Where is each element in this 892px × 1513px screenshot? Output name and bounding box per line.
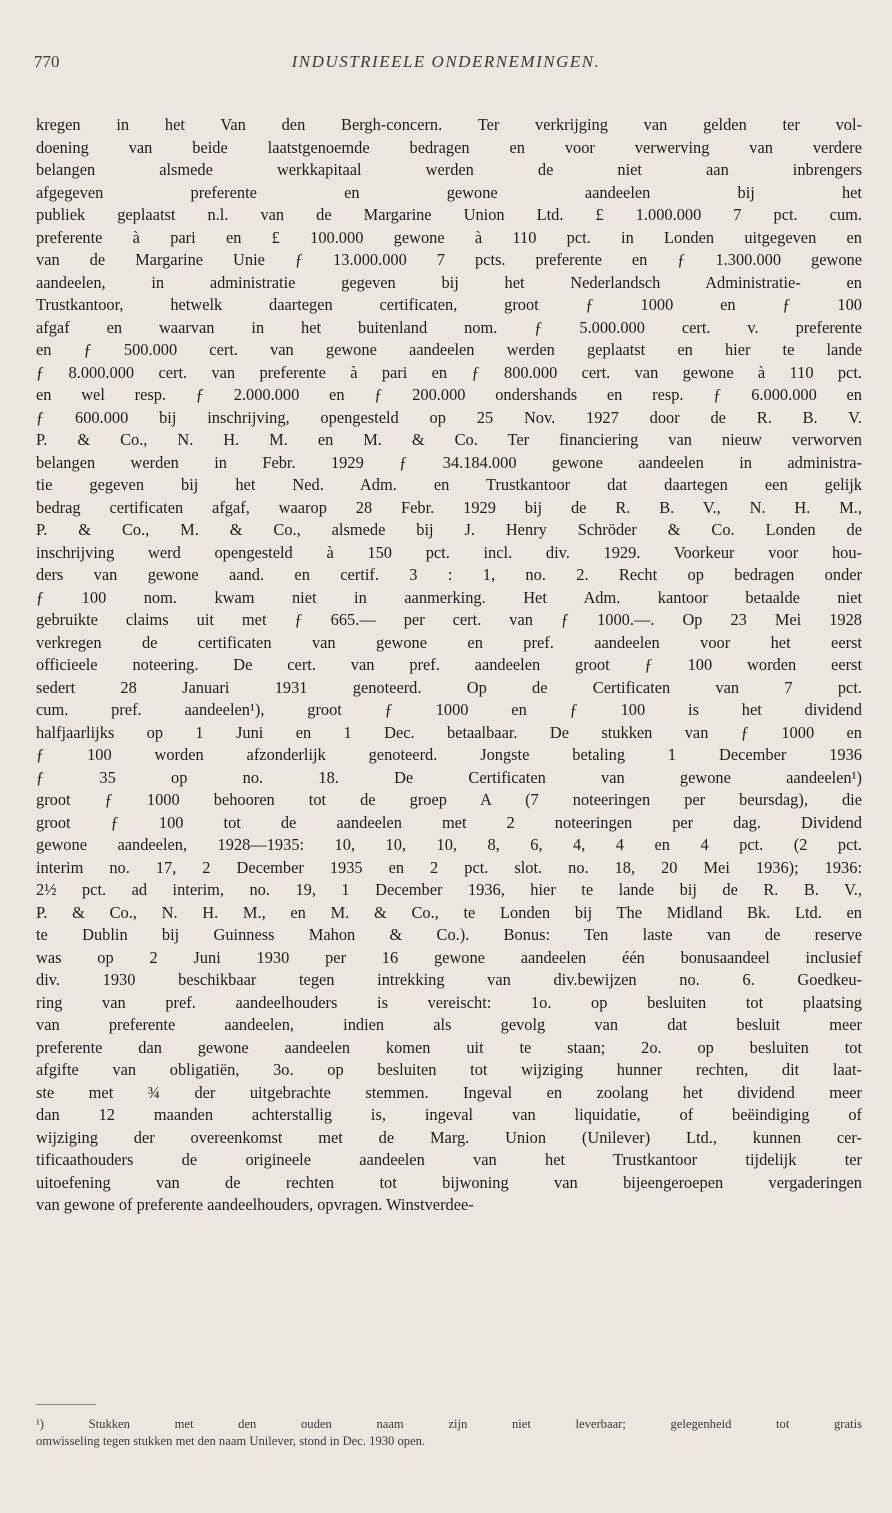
- text-line: preferente à pari en £ 100.000 gewone à 110 pct. in Londen uitgegeven en: [36, 227, 862, 247]
- text-line: tificaathouders de origineele aandeelen van het Trustkantoor tijdelijk ter: [36, 1150, 862, 1169]
- text-line: bedrag certificaten afgaf, waarop 28 Febr. 1929 bij de R. B. V., N. H. M.,: [36, 497, 862, 517]
- text-line: en ƒ 500.000 cert. van gewone aandeelen werden geplaatst en hier te lande: [36, 340, 862, 359]
- text-line: interim no. 17, 2 December 1935 en 2 pct. slot. no. 18, 20 Mei 1936); 1936:: [36, 857, 862, 877]
- text-line: ders van gewone aand. en certif. 3 : 1, no. 2. Recht op bedragen onder: [36, 565, 862, 584]
- text-line: P. & Co., N. H. M. en M. & Co. Ter financiering van nieuw verworven: [36, 430, 862, 449]
- text-line: cum. pref. aandeelen¹), groot ƒ 1000 en ƒ 100 is het dividend: [36, 700, 862, 719]
- footnote-line: omwisseling tegen stukken met den naam Unilever, stond in Dec. 1930 open.: [36, 1434, 426, 1448]
- text-line: belangen alsmede werkkapitaal werden de niet aan inbrengers: [36, 160, 862, 179]
- text-line: gewone aandeelen, 1928—1935: 10, 10, 10, 8, 6, 4, 4 en 4 pct. (2 pct.: [36, 835, 862, 854]
- text-line: was op 2 Juni 1930 per 16 gewone aandeelen één bonusaandeel inclusief: [36, 947, 862, 967]
- text-line: ƒ 100 worden afzonderlijk genoteerd. Jongste betaling 1 December 1936: [36, 745, 862, 764]
- text-line: ste met ¾ der uitgebrachte stemmen. Ingeval en zoolang het dividend meer: [36, 1082, 862, 1102]
- text-line: halfjaarlijks op 1 Juni en 1 Dec. betaalbaar. De stukken van ƒ 1000 en: [36, 722, 862, 742]
- text-line: ƒ 8.000.000 cert. van preferente à pari en ƒ 800.000 cert. van gewone à 110 pct.: [36, 362, 862, 382]
- text-line: afgifte van obligatiën, 3o. op besluiten tot wijziging hunner rechten, dit laat-: [36, 1060, 862, 1079]
- running-title: INDUSTRIEELE ONDERNEMINGEN.: [291, 52, 601, 71]
- text-line: groot ƒ 1000 behooren tot de groep A (7 noteeringen per beursdag), die: [36, 790, 862, 809]
- text-line: en wel resp. ƒ 2.000.000 en ƒ 200.000 ondershands en resp. ƒ 6.000.000 en: [36, 385, 862, 404]
- text-line: 2½ pct. ad interim, no. 19, 1 December 1936, hier te lande bij de R. B. V.,: [36, 880, 862, 899]
- text-line: ƒ 100 nom. kwam niet in aanmerking. Het Adm. kantoor betaalde niet: [36, 587, 862, 607]
- text-line: groot ƒ 100 tot de aandeelen met 2 noteeringen per dag. Dividend: [36, 812, 862, 832]
- text-line: afgegeven preferente en gewone aandeelen bij het: [36, 182, 862, 202]
- text-line: P. & Co., M. & Co., alsmede bij J. Henry Schröder & Co. Londen de: [36, 520, 862, 539]
- text-line: wijziging der overeenkomst met de Marg. Union (Unilever) Ltd., kunnen cer-: [36, 1127, 862, 1147]
- footnote-line: ¹) Stukken met den ouden naam zijn niet leverbaar; gelegenheid tot gratis: [36, 1417, 862, 1431]
- text-line: gebruikte claims uit met ƒ 665.— per cert. van ƒ 1000.—. Op 23 Mei 1928: [36, 610, 862, 629]
- text-line: P. & Co., N. H. M., en M. & Co., te Londen bij The Midland Bk. Ltd. en: [36, 902, 862, 922]
- text-line: div. 1930 beschikbaar tegen intrekking van div.bewijzen no. 6. Goedkeu-: [36, 970, 862, 989]
- text-line: ƒ 35 op no. 18. De Certificaten van gewone aandeelen¹): [36, 767, 862, 787]
- text-line: aandeelen, in administratie gegeven bij het Nederlandsch Administratie- en: [36, 272, 862, 292]
- text-line: van de Margarine Unie ƒ 13.000.000 7 pcts. preferente en ƒ 1.300.000 gewone: [36, 250, 862, 269]
- body-text: [36, 114, 862, 1217]
- text-line: van gewone of preferente aandeelhouders, opvragen. Winstverdee-: [36, 1195, 474, 1214]
- page-header: [34, 52, 858, 78]
- text-line: uitoefening van de rechten tot bijwoning van bijeengeroepen vergaderingen: [36, 1172, 862, 1192]
- text-line: preferente dan gewone aandeelen komen uit te staan; 2o. op besluiten tot: [36, 1037, 862, 1057]
- text-line: ring van pref. aandeelhouders is vereischt: 1o. op besluiten tot plaatsing: [36, 992, 862, 1012]
- text-line: verkregen de certificaten van gewone en pref. aandeelen voor het eerst: [36, 632, 862, 652]
- text-line: sedert 28 Januari 1931 genoteerd. Op de Certificaten van 7 pct.: [36, 677, 862, 697]
- footnotes: [36, 1416, 862, 1450]
- text-line: te Dublin bij Guinness Mahon & Co.). Bonus: Ten laste van de reserve: [36, 925, 862, 944]
- text-line: afgaf en waarvan in het buitenland nom. ƒ 5.000.000 cert. v. preferente: [36, 317, 862, 337]
- text-line: kregen in het Van den Bergh-concern. Ter verkrijging van gelden ter vol-: [36, 115, 862, 134]
- footnote-divider: [36, 1404, 96, 1405]
- page-number: 770: [34, 52, 60, 71]
- text-line: van preferente aandeelen, indien als gevolg van dat besluit meer: [36, 1015, 862, 1034]
- text-line: inschrijving werd opengesteld à 150 pct. incl. div. 1929. Voorkeur voor hou-: [36, 542, 862, 562]
- text-line: officieele noteering. De cert. van pref. aandeelen groot ƒ 100 worden eerst: [36, 655, 862, 674]
- text-line: dan 12 maanden achterstallig is, ingeval van liquidatie, of beëindiging of: [36, 1105, 862, 1124]
- text-line: publiek geplaatst n.l. van de Margarine Union Ltd. £ 1.000.000 7 pct. cum.: [36, 205, 862, 224]
- text-line: doening van beide laatstgenoemde bedragen en voor verwerving van verdere: [36, 137, 862, 157]
- text-line: ƒ 600.000 bij inschrijving, opengesteld op 25 Nov. 1927 door de R. B. V.: [36, 407, 862, 427]
- text-line: tie gegeven bij het Ned. Adm. en Trustkantoor dat daartegen een gelijk: [36, 475, 862, 494]
- text-line: Trustkantoor, hetwelk daartegen certificaten, groot ƒ 1000 en ƒ 100: [36, 295, 862, 314]
- text-line: belangen werden in Febr. 1929 ƒ 34.184.000 gewone aandeelen in administra-: [36, 452, 862, 472]
